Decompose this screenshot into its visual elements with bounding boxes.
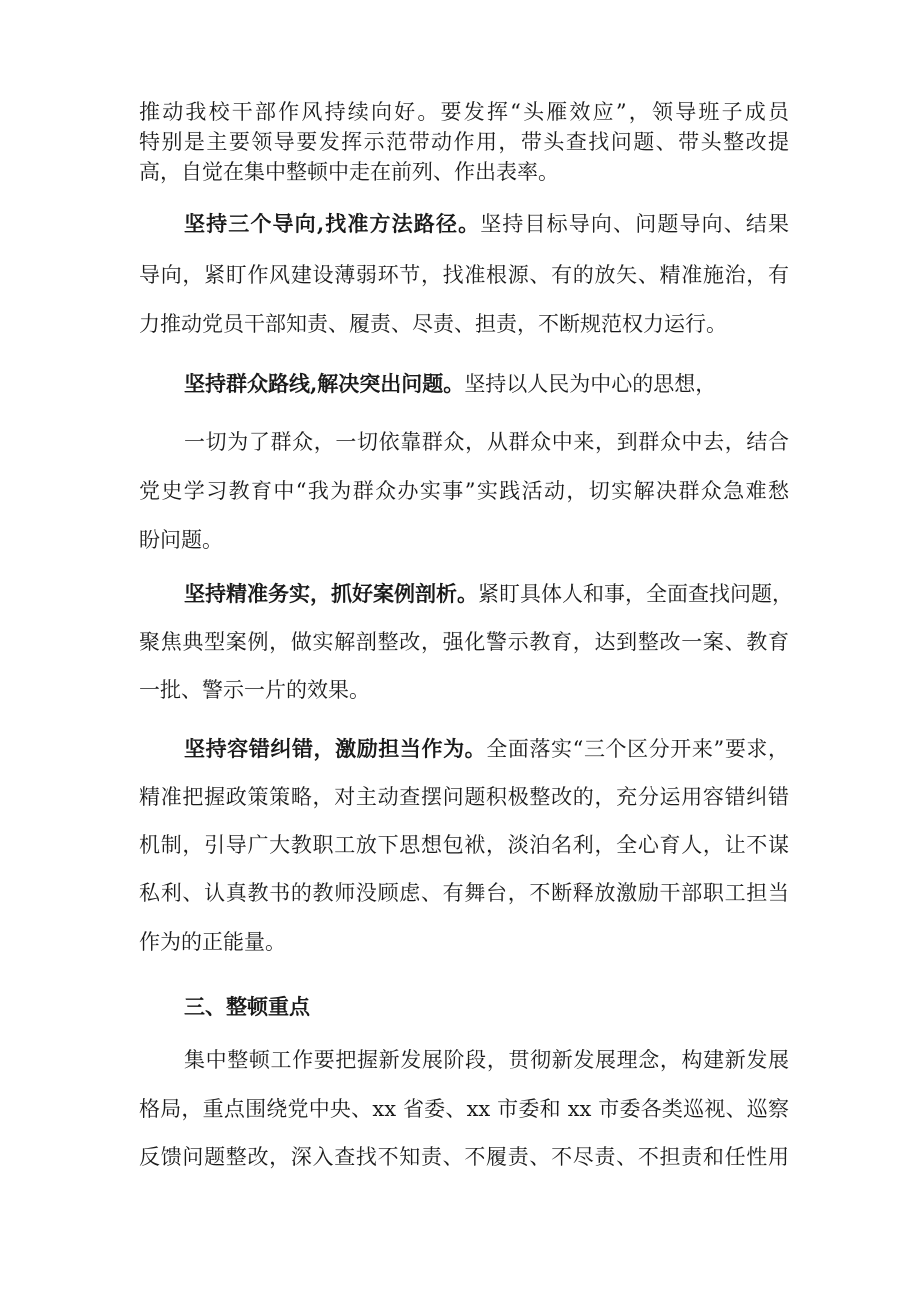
paragraph-line: 格局，重点围绕党中央、xx 省委、xx 市委和 xx 市委各类巡视、巡察 xyxy=(139,1097,789,1121)
paragraph-heading: 坚持群众路线,解决突出问题。 xyxy=(184,371,465,396)
paragraph-line: 精准把握政策策略，对主动查摆问题积极整改的，充分运用容错纠错 xyxy=(139,785,789,809)
paragraph-line: 高，自觉在集中整顿中走在前列、作出表率。 xyxy=(139,160,559,184)
paragraph-line: 私利、认真教书的教师没顾虑、有舞台，不断释放激励干部职工担当 xyxy=(139,881,789,905)
paragraph-heading: 坚持容错纠错，激励担当作为。 xyxy=(184,736,487,761)
paragraph-line xyxy=(184,210,789,238)
section-title: 三、整顿重点 xyxy=(184,994,310,1019)
paragraph-line: 一批、警示一片的效果。 xyxy=(139,678,370,702)
paragraph-text: 全面落实“三个区分开来”要求， xyxy=(486,737,789,761)
paragraph-text: 坚持目标导向、问题导向、结果 xyxy=(480,212,790,236)
paragraph-line: 特别是主要领导要发挥示范带动作用，带头查找问题、带头整改提 xyxy=(139,130,789,154)
paragraph-line: 一切为了群众，一切依靠群众，从群众中来，到群众中去，结合 xyxy=(184,430,789,454)
paragraph-line xyxy=(184,370,789,398)
paragraph-line: 导向，紧盯作风建设薄弱环节，找准根源、有的放矢、精准施治，有 xyxy=(139,263,789,287)
paragraph-text: 坚持以人民为中心的思想， xyxy=(464,372,717,396)
paragraph-line: 力推动党员干部知责、履责、尽责、担责，不断规范权力运行。 xyxy=(139,312,727,336)
paragraph-text: 紧盯具体人和事，全面查找问题， xyxy=(478,582,793,606)
paragraph-heading: 坚持三个导向,找准方法路径。 xyxy=(184,211,481,236)
paragraph-line: 聚焦典型案例，做实解剖整改，强化警示教育，达到整改一案、教育 xyxy=(139,630,789,654)
paragraph-line xyxy=(184,735,789,763)
paragraph-line xyxy=(184,580,793,608)
paragraph-line: 作为的正能量。 xyxy=(139,930,286,954)
paragraph-line: 推动我校干部作风持续向好。要发挥“头雁效应”，领导班子成员 xyxy=(139,100,789,124)
paragraph-heading: 坚持精准务实，抓好案例剖析。 xyxy=(184,581,478,606)
paragraph-line: 盼问题。 xyxy=(139,528,223,552)
paragraph-line: 集中整顿工作要把握新发展阶段，贯彻新发展理念，构建新发展 xyxy=(184,1048,789,1072)
paragraph-line: 反馈问题整改，深入查找不知责、不履责、不尽责、不担责和任性用 xyxy=(139,1145,789,1169)
paragraph-line: 机制，引导广大教职工放下思想包袱，淡泊名利，全心育人，让不谋 xyxy=(139,833,789,857)
paragraph-line: 党史学习教育中“我为群众办实事”实践活动，切实解决群众急难愁 xyxy=(139,479,789,503)
